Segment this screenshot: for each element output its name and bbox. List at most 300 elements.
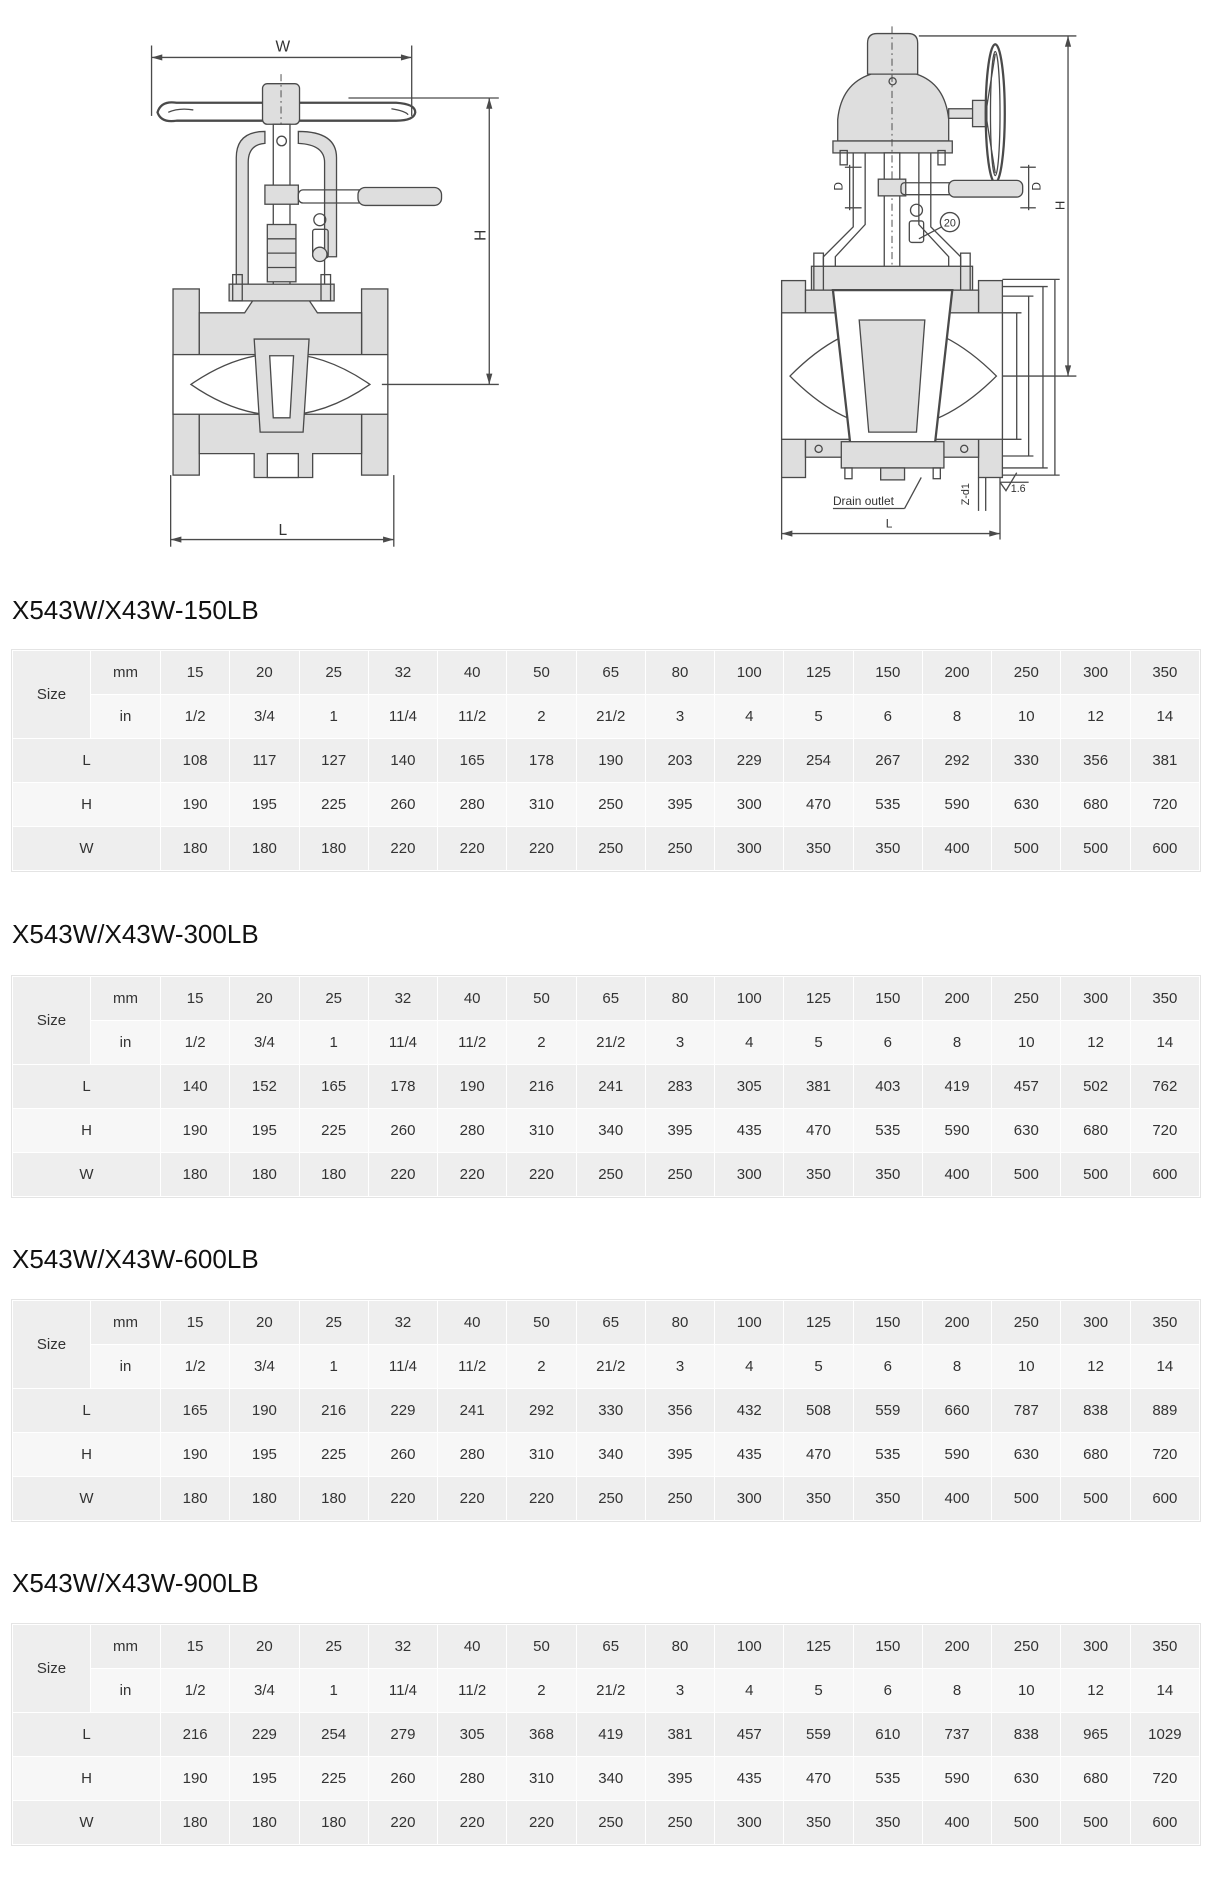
size-mm-row bbox=[13, 1625, 1200, 1669]
size-in-cell: 3 bbox=[645, 1021, 714, 1065]
dimension-value-cell: 630 bbox=[992, 1109, 1061, 1153]
dimension-value-cell: 250 bbox=[645, 1477, 714, 1521]
size-in-cell: 5 bbox=[784, 1669, 853, 1713]
dimension-value-cell: 190 bbox=[161, 783, 230, 827]
size-mm-cell: 100 bbox=[715, 1625, 784, 1669]
dimension-value-cell: 152 bbox=[230, 1065, 299, 1109]
dimension-value-cell: 190 bbox=[576, 739, 645, 783]
dimension-value-cell: 310 bbox=[507, 1109, 576, 1153]
size-mm-cell: 25 bbox=[299, 977, 368, 1021]
part-number-label: 20 bbox=[943, 217, 956, 230]
dimension-value-cell: 250 bbox=[645, 1801, 714, 1845]
dimension-value-cell: 180 bbox=[230, 1477, 299, 1521]
dimension-value-cell: 889 bbox=[1130, 1389, 1199, 1433]
dimension-value-cell: 300 bbox=[715, 783, 784, 827]
size-in-cell: 3/4 bbox=[230, 1021, 299, 1065]
dimension-value-cell: 216 bbox=[299, 1389, 368, 1433]
dimension-value-cell: 220 bbox=[507, 1801, 576, 1845]
dimension-row-l bbox=[13, 1389, 1200, 1433]
valve-drawings bbox=[0, 0, 1216, 560]
dimension-value-cell: 435 bbox=[715, 1757, 784, 1801]
w-dimension-label: W bbox=[275, 38, 291, 56]
dimension-table bbox=[12, 976, 1200, 1197]
size-in-cell: 6 bbox=[853, 695, 922, 739]
dimension-value-cell: 395 bbox=[645, 1109, 714, 1153]
dimension-value-cell: 559 bbox=[784, 1713, 853, 1757]
dimension-value-cell: 350 bbox=[784, 1477, 853, 1521]
dimension-row-l bbox=[13, 1713, 1200, 1757]
dimension-value-cell: 305 bbox=[438, 1713, 507, 1757]
size-mm-cell: 80 bbox=[645, 1625, 714, 1669]
dimension-value-cell: 680 bbox=[1061, 1757, 1130, 1801]
dimension-label-cell: H bbox=[13, 783, 161, 827]
l-dimension-label: L bbox=[885, 516, 893, 531]
size-in-cell: 3/4 bbox=[230, 1669, 299, 1713]
flange-dimensions bbox=[1002, 279, 1059, 475]
dimension-value-cell: 260 bbox=[368, 783, 437, 827]
dimension-value-cell: 838 bbox=[1061, 1389, 1130, 1433]
dimension-value-cell: 330 bbox=[992, 739, 1061, 783]
size-in-cell: 4 bbox=[715, 695, 784, 739]
size-header-cell: Size bbox=[13, 1625, 91, 1713]
dimension-value-cell: 165 bbox=[438, 739, 507, 783]
dimension-value-cell: 600 bbox=[1130, 1801, 1199, 1845]
dimension-value-cell: 241 bbox=[438, 1389, 507, 1433]
dimension-value-cell: 400 bbox=[922, 827, 991, 871]
dimension-label-cell: H bbox=[13, 1109, 161, 1153]
dimension-value-cell: 267 bbox=[853, 739, 922, 783]
dimension-value-cell: 140 bbox=[368, 739, 437, 783]
size-mm-cell: 25 bbox=[299, 651, 368, 695]
size-mm-cell: 40 bbox=[438, 1301, 507, 1345]
size-in-cell: 8 bbox=[922, 1669, 991, 1713]
size-header-cell: Size bbox=[13, 977, 91, 1065]
size-in-cell: 11/4 bbox=[368, 1669, 437, 1713]
size-mm-cell: 150 bbox=[853, 977, 922, 1021]
dimension-value-cell: 108 bbox=[161, 739, 230, 783]
dimension-value-cell: 680 bbox=[1061, 1109, 1130, 1153]
dimension-value-cell: 350 bbox=[853, 1477, 922, 1521]
dimension-value-cell: 600 bbox=[1130, 1153, 1199, 1197]
size-mm-cell: 20 bbox=[230, 1625, 299, 1669]
dimension-value-cell: 220 bbox=[507, 1153, 576, 1197]
table-title: X543W/X43W-600LB bbox=[12, 1244, 259, 1274]
size-in-cell: 10 bbox=[992, 1345, 1061, 1389]
dimension-value-cell: 190 bbox=[161, 1757, 230, 1801]
dimension-value-cell: 680 bbox=[1061, 1433, 1130, 1477]
dimension-value-cell: 190 bbox=[161, 1109, 230, 1153]
size-mm-cell: 100 bbox=[715, 1301, 784, 1345]
size-mm-cell: 125 bbox=[784, 651, 853, 695]
dimension-value-cell: 500 bbox=[992, 827, 1061, 871]
dimension-value-cell: 600 bbox=[1130, 827, 1199, 871]
dimension-row-w bbox=[13, 1801, 1200, 1845]
size-in-cell: 5 bbox=[784, 1021, 853, 1065]
dimension-label-cell: H bbox=[13, 1433, 161, 1477]
dimension-value-cell: 165 bbox=[161, 1389, 230, 1433]
size-in-cell: 12 bbox=[1061, 1021, 1130, 1065]
dimension-row-w bbox=[13, 827, 1200, 871]
size-mm-cell: 50 bbox=[507, 977, 576, 1021]
dimension-value-cell: 720 bbox=[1130, 1109, 1199, 1153]
dimension-value-cell: 368 bbox=[507, 1713, 576, 1757]
size-mm-cell: 250 bbox=[992, 1301, 1061, 1345]
size-mm-cell: 250 bbox=[992, 977, 1061, 1021]
dimension-value-cell: 216 bbox=[507, 1065, 576, 1109]
dimension-value-cell: 340 bbox=[576, 1109, 645, 1153]
dimension-value-cell: 508 bbox=[784, 1389, 853, 1433]
dimension-value-cell: 590 bbox=[922, 1433, 991, 1477]
unit-in-label: in bbox=[91, 1021, 161, 1065]
size-in-row bbox=[13, 1669, 1200, 1713]
dimension-value-cell: 283 bbox=[645, 1065, 714, 1109]
dimension-value-cell: 350 bbox=[853, 1153, 922, 1197]
dimension-row-h bbox=[13, 1109, 1200, 1153]
size-mm-cell: 20 bbox=[230, 651, 299, 695]
d-label-left: D bbox=[831, 182, 846, 191]
size-mm-cell: 25 bbox=[299, 1625, 368, 1669]
size-mm-cell: 50 bbox=[507, 651, 576, 695]
dimension-value-cell: 292 bbox=[922, 739, 991, 783]
left-valve-drawing bbox=[152, 38, 499, 546]
dimension-value-cell: 117 bbox=[230, 739, 299, 783]
dimension-value-cell: 165 bbox=[299, 1065, 368, 1109]
dimension-value-cell: 190 bbox=[438, 1065, 507, 1109]
size-in-cell: 1 bbox=[299, 1021, 368, 1065]
dimension-table bbox=[12, 1624, 1200, 1845]
dimension-value-cell: 300 bbox=[715, 827, 784, 871]
dimension-value-cell: 630 bbox=[992, 1433, 1061, 1477]
size-in-cell: 11/4 bbox=[368, 695, 437, 739]
dimension-value-cell: 470 bbox=[784, 1757, 853, 1801]
size-mm-cell: 25 bbox=[299, 1301, 368, 1345]
size-mm-cell: 50 bbox=[507, 1625, 576, 1669]
dimension-value-cell: 220 bbox=[507, 1477, 576, 1521]
size-mm-cell: 350 bbox=[1130, 1301, 1199, 1345]
unit-mm-label: mm bbox=[91, 1301, 161, 1345]
size-mm-cell: 250 bbox=[992, 1625, 1061, 1669]
size-in-cell: 6 bbox=[853, 1021, 922, 1065]
size-header-cell: Size bbox=[13, 651, 91, 739]
dimension-value-cell: 250 bbox=[645, 827, 714, 871]
size-in-cell: 11/2 bbox=[438, 1669, 507, 1713]
size-mm-cell: 15 bbox=[161, 1301, 230, 1345]
dimension-value-cell: 400 bbox=[922, 1801, 991, 1845]
dimension-value-cell: 260 bbox=[368, 1757, 437, 1801]
dimension-value-cell: 500 bbox=[1061, 1477, 1130, 1521]
dimension-value-cell: 838 bbox=[992, 1713, 1061, 1757]
size-in-cell: 11/2 bbox=[438, 1021, 507, 1065]
unit-mm-label: mm bbox=[91, 1625, 161, 1669]
dimension-value-cell: 260 bbox=[368, 1433, 437, 1477]
drain-plug bbox=[881, 468, 905, 480]
size-in-cell: 1 bbox=[299, 1345, 368, 1389]
dimension-value-cell: 250 bbox=[645, 1153, 714, 1197]
dimension-value-cell: 500 bbox=[992, 1477, 1061, 1521]
dimension-value-cell: 195 bbox=[230, 1109, 299, 1153]
drain-outlet-callout bbox=[833, 477, 921, 508]
dimension-row-l bbox=[13, 1065, 1200, 1109]
dimension-value-cell: 300 bbox=[715, 1801, 784, 1845]
dimension-value-cell: 229 bbox=[368, 1389, 437, 1433]
dimension-value-cell: 419 bbox=[576, 1713, 645, 1757]
size-mm-cell: 125 bbox=[784, 1625, 853, 1669]
dimension-value-cell: 762 bbox=[1130, 1065, 1199, 1109]
size-in-cell: 10 bbox=[992, 1021, 1061, 1065]
size-mm-cell: 15 bbox=[161, 1625, 230, 1669]
dimension-value-cell: 180 bbox=[161, 1477, 230, 1521]
dimension-value-cell: 220 bbox=[438, 1801, 507, 1845]
dimension-value-cell: 310 bbox=[507, 1433, 576, 1477]
dimension-value-cell: 225 bbox=[299, 783, 368, 827]
dimension-value-cell: 250 bbox=[576, 1153, 645, 1197]
size-in-cell: 6 bbox=[853, 1345, 922, 1389]
size-in-cell: 10 bbox=[992, 1669, 1061, 1713]
size-in-cell: 14 bbox=[1130, 1345, 1199, 1389]
size-in-cell: 12 bbox=[1061, 695, 1130, 739]
dimension-value-cell: 535 bbox=[853, 1433, 922, 1477]
dimension-value-cell: 535 bbox=[853, 1109, 922, 1153]
dimension-l bbox=[171, 475, 394, 547]
dimension-value-cell: 216 bbox=[161, 1713, 230, 1757]
size-in-cell: 10 bbox=[992, 695, 1061, 739]
size-mm-cell: 32 bbox=[368, 977, 437, 1021]
dimension-table bbox=[12, 1300, 1200, 1521]
size-mm-row bbox=[13, 651, 1200, 695]
dimension-value-cell: 470 bbox=[784, 1433, 853, 1477]
dimension-value-cell: 590 bbox=[922, 1757, 991, 1801]
size-mm-cell: 200 bbox=[922, 1301, 991, 1345]
table-title: X543W/X43W-300LB bbox=[12, 919, 259, 949]
l-dimension-label: L bbox=[278, 521, 288, 539]
dimension-value-cell: 381 bbox=[645, 1713, 714, 1757]
dimension-table bbox=[12, 650, 1200, 871]
dimension-label-cell: L bbox=[13, 1065, 161, 1109]
dimension-value-cell: 350 bbox=[784, 1153, 853, 1197]
size-in-row bbox=[13, 1021, 1200, 1065]
dimension-row-w bbox=[13, 1477, 1200, 1521]
size-mm-cell: 125 bbox=[784, 977, 853, 1021]
dimension-value-cell: 457 bbox=[715, 1713, 784, 1757]
dimension-value-cell: 250 bbox=[576, 1477, 645, 1521]
size-in-cell: 2 bbox=[507, 1669, 576, 1713]
dimension-label-cell: L bbox=[13, 1389, 161, 1433]
size-mm-cell: 200 bbox=[922, 1625, 991, 1669]
dimension-value-cell: 500 bbox=[992, 1801, 1061, 1845]
dimension-value-cell: 220 bbox=[368, 827, 437, 871]
dimension-value-cell: 250 bbox=[576, 1801, 645, 1845]
dimension-row-l bbox=[13, 739, 1200, 783]
dimension-value-cell: 180 bbox=[161, 1153, 230, 1197]
dimension-value-cell: 470 bbox=[784, 1109, 853, 1153]
size-mm-cell: 300 bbox=[1061, 1625, 1130, 1669]
dimension-value-cell: 680 bbox=[1061, 783, 1130, 827]
dimension-value-cell: 350 bbox=[784, 827, 853, 871]
dimension-value-cell: 241 bbox=[576, 1065, 645, 1109]
dimension-value-cell: 195 bbox=[230, 1433, 299, 1477]
size-mm-cell: 300 bbox=[1061, 977, 1130, 1021]
size-in-cell: 21/2 bbox=[576, 695, 645, 739]
unit-in-label: in bbox=[91, 1669, 161, 1713]
d-label-right: D bbox=[1029, 182, 1044, 191]
size-mm-row bbox=[13, 977, 1200, 1021]
size-header-cell: Size bbox=[13, 1301, 91, 1389]
size-in-cell: 1 bbox=[299, 695, 368, 739]
size-in-cell: 2 bbox=[507, 1345, 576, 1389]
dimension-row-h bbox=[13, 1433, 1200, 1477]
valve-body bbox=[782, 253, 1003, 480]
dimension-value-cell: 250 bbox=[576, 783, 645, 827]
dimension-value-cell: 280 bbox=[438, 1433, 507, 1477]
dimension-value-cell: 500 bbox=[1061, 1153, 1130, 1197]
dimension-value-cell: 350 bbox=[853, 827, 922, 871]
size-in-cell: 3 bbox=[645, 1669, 714, 1713]
size-in-cell: 5 bbox=[784, 695, 853, 739]
dimension-value-cell: 292 bbox=[507, 1389, 576, 1433]
size-mm-cell: 20 bbox=[230, 1301, 299, 1345]
size-in-cell: 12 bbox=[1061, 1669, 1130, 1713]
dimension-value-cell: 254 bbox=[784, 739, 853, 783]
size-in-cell: 3 bbox=[645, 695, 714, 739]
dimension-value-cell: 787 bbox=[992, 1389, 1061, 1433]
dimension-value-cell: 965 bbox=[1061, 1713, 1130, 1757]
size-in-cell: 8 bbox=[922, 1345, 991, 1389]
dimension-value-cell: 180 bbox=[161, 1801, 230, 1845]
dimension-value-cell: 280 bbox=[438, 1109, 507, 1153]
dimension-label-cell: W bbox=[13, 1801, 161, 1845]
dimension-value-cell: 203 bbox=[645, 739, 714, 783]
dimension-label-cell: W bbox=[13, 1153, 161, 1197]
size-mm-cell: 50 bbox=[507, 1301, 576, 1345]
dimension-value-cell: 178 bbox=[368, 1065, 437, 1109]
dimension-value-cell: 180 bbox=[230, 827, 299, 871]
dimension-value-cell: 180 bbox=[161, 827, 230, 871]
dimension-row-h bbox=[13, 783, 1200, 827]
size-mm-cell: 350 bbox=[1130, 1625, 1199, 1669]
size-in-cell: 3/4 bbox=[230, 1345, 299, 1389]
dimension-value-cell: 435 bbox=[715, 1109, 784, 1153]
dimension-label-cell: L bbox=[13, 1713, 161, 1757]
dimension-value-cell: 310 bbox=[507, 783, 576, 827]
dimension-label-cell: W bbox=[13, 827, 161, 871]
size-mm-row bbox=[13, 1301, 1200, 1345]
dimension-value-cell: 279 bbox=[368, 1713, 437, 1757]
size-in-cell: 11/2 bbox=[438, 695, 507, 739]
dimension-value-cell: 330 bbox=[576, 1389, 645, 1433]
dimension-value-cell: 250 bbox=[576, 827, 645, 871]
dimension-value-cell: 502 bbox=[1061, 1065, 1130, 1109]
size-in-cell: 4 bbox=[715, 1345, 784, 1389]
dimension-value-cell: 470 bbox=[784, 783, 853, 827]
dimension-value-cell: 395 bbox=[645, 783, 714, 827]
size-mm-cell: 350 bbox=[1130, 651, 1199, 695]
unit-in-label: in bbox=[91, 695, 161, 739]
size-mm-cell: 40 bbox=[438, 977, 507, 1021]
dimension-value-cell: 395 bbox=[645, 1757, 714, 1801]
dimension-value-cell: 720 bbox=[1130, 1757, 1199, 1801]
size-in-cell: 3 bbox=[645, 1345, 714, 1389]
size-in-cell: 4 bbox=[715, 1021, 784, 1065]
dimension-value-cell: 220 bbox=[368, 1801, 437, 1845]
size-in-cell: 1/2 bbox=[161, 695, 230, 739]
dimension-label-cell: H bbox=[13, 1757, 161, 1801]
dimension-value-cell: 225 bbox=[299, 1433, 368, 1477]
dimension-value-cell: 280 bbox=[438, 1757, 507, 1801]
dimension-value-cell: 225 bbox=[299, 1109, 368, 1153]
gearbox bbox=[833, 34, 952, 165]
size-in-cell: 21/2 bbox=[576, 1345, 645, 1389]
table-title: X543W/X43W-150LB bbox=[12, 595, 259, 625]
size-in-cell: 1/2 bbox=[161, 1021, 230, 1065]
dimension-value-cell: 180 bbox=[299, 827, 368, 871]
size-mm-cell: 20 bbox=[230, 977, 299, 1021]
size-in-cell: 8 bbox=[922, 695, 991, 739]
size-mm-cell: 40 bbox=[438, 651, 507, 695]
size-mm-cell: 150 bbox=[853, 1301, 922, 1345]
roughness-label: 1.6 bbox=[1010, 482, 1026, 495]
h-dimension-label: H bbox=[1052, 200, 1068, 211]
dimension-value-cell: 737 bbox=[922, 1713, 991, 1757]
table-title: X543W/X43W-900LB bbox=[12, 1568, 259, 1598]
size-in-cell: 11/2 bbox=[438, 1345, 507, 1389]
dimension-value-cell: 220 bbox=[507, 827, 576, 871]
size-mm-cell: 80 bbox=[645, 977, 714, 1021]
dimension-value-cell: 180 bbox=[230, 1801, 299, 1845]
size-mm-cell: 100 bbox=[715, 977, 784, 1021]
size-mm-cell: 80 bbox=[645, 1301, 714, 1345]
dimension-value-cell: 356 bbox=[1061, 739, 1130, 783]
handwheel bbox=[949, 44, 1005, 182]
bonnet bbox=[229, 284, 334, 301]
dimension-value-cell: 350 bbox=[784, 1801, 853, 1845]
dimension-value-cell: 400 bbox=[922, 1477, 991, 1521]
dimension-value-cell: 660 bbox=[922, 1389, 991, 1433]
size-mm-cell: 32 bbox=[368, 1625, 437, 1669]
size-in-cell: 1/2 bbox=[161, 1345, 230, 1389]
dimension-value-cell: 190 bbox=[230, 1389, 299, 1433]
dimension-value-cell: 280 bbox=[438, 783, 507, 827]
dimension-value-cell: 350 bbox=[853, 1801, 922, 1845]
dimension-value-cell: 432 bbox=[715, 1389, 784, 1433]
drain-outlet-label: Drain outlet bbox=[832, 493, 894, 508]
size-in-cell: 8 bbox=[922, 1021, 991, 1065]
size-in-cell: 21/2 bbox=[576, 1669, 645, 1713]
size-in-cell: 14 bbox=[1130, 1669, 1199, 1713]
dimension-value-cell: 630 bbox=[992, 783, 1061, 827]
size-mm-cell: 200 bbox=[922, 977, 991, 1021]
size-mm-cell: 15 bbox=[161, 977, 230, 1021]
dimension-value-cell: 395 bbox=[645, 1433, 714, 1477]
dimension-value-cell: 140 bbox=[161, 1065, 230, 1109]
h-dimension-label: H bbox=[472, 229, 490, 241]
flange-thickness-dimension bbox=[960, 473, 1029, 511]
dimension-value-cell: 220 bbox=[368, 1477, 437, 1521]
dimension-value-cell: 535 bbox=[853, 1757, 922, 1801]
right-valve-drawing bbox=[782, 26, 1077, 539]
dimension-value-cell: 180 bbox=[299, 1801, 368, 1845]
dimension-value-cell: 559 bbox=[853, 1389, 922, 1433]
size-in-row bbox=[13, 1345, 1200, 1389]
size-mm-cell: 65 bbox=[576, 977, 645, 1021]
dimension-value-cell: 300 bbox=[715, 1477, 784, 1521]
valve-body bbox=[173, 275, 388, 478]
dimension-value-cell: 720 bbox=[1130, 783, 1199, 827]
size-in-cell: 14 bbox=[1130, 1021, 1199, 1065]
size-mm-cell: 300 bbox=[1061, 1301, 1130, 1345]
size-mm-cell: 80 bbox=[645, 651, 714, 695]
size-mm-cell: 150 bbox=[853, 1625, 922, 1669]
size-in-cell: 11/4 bbox=[368, 1021, 437, 1065]
